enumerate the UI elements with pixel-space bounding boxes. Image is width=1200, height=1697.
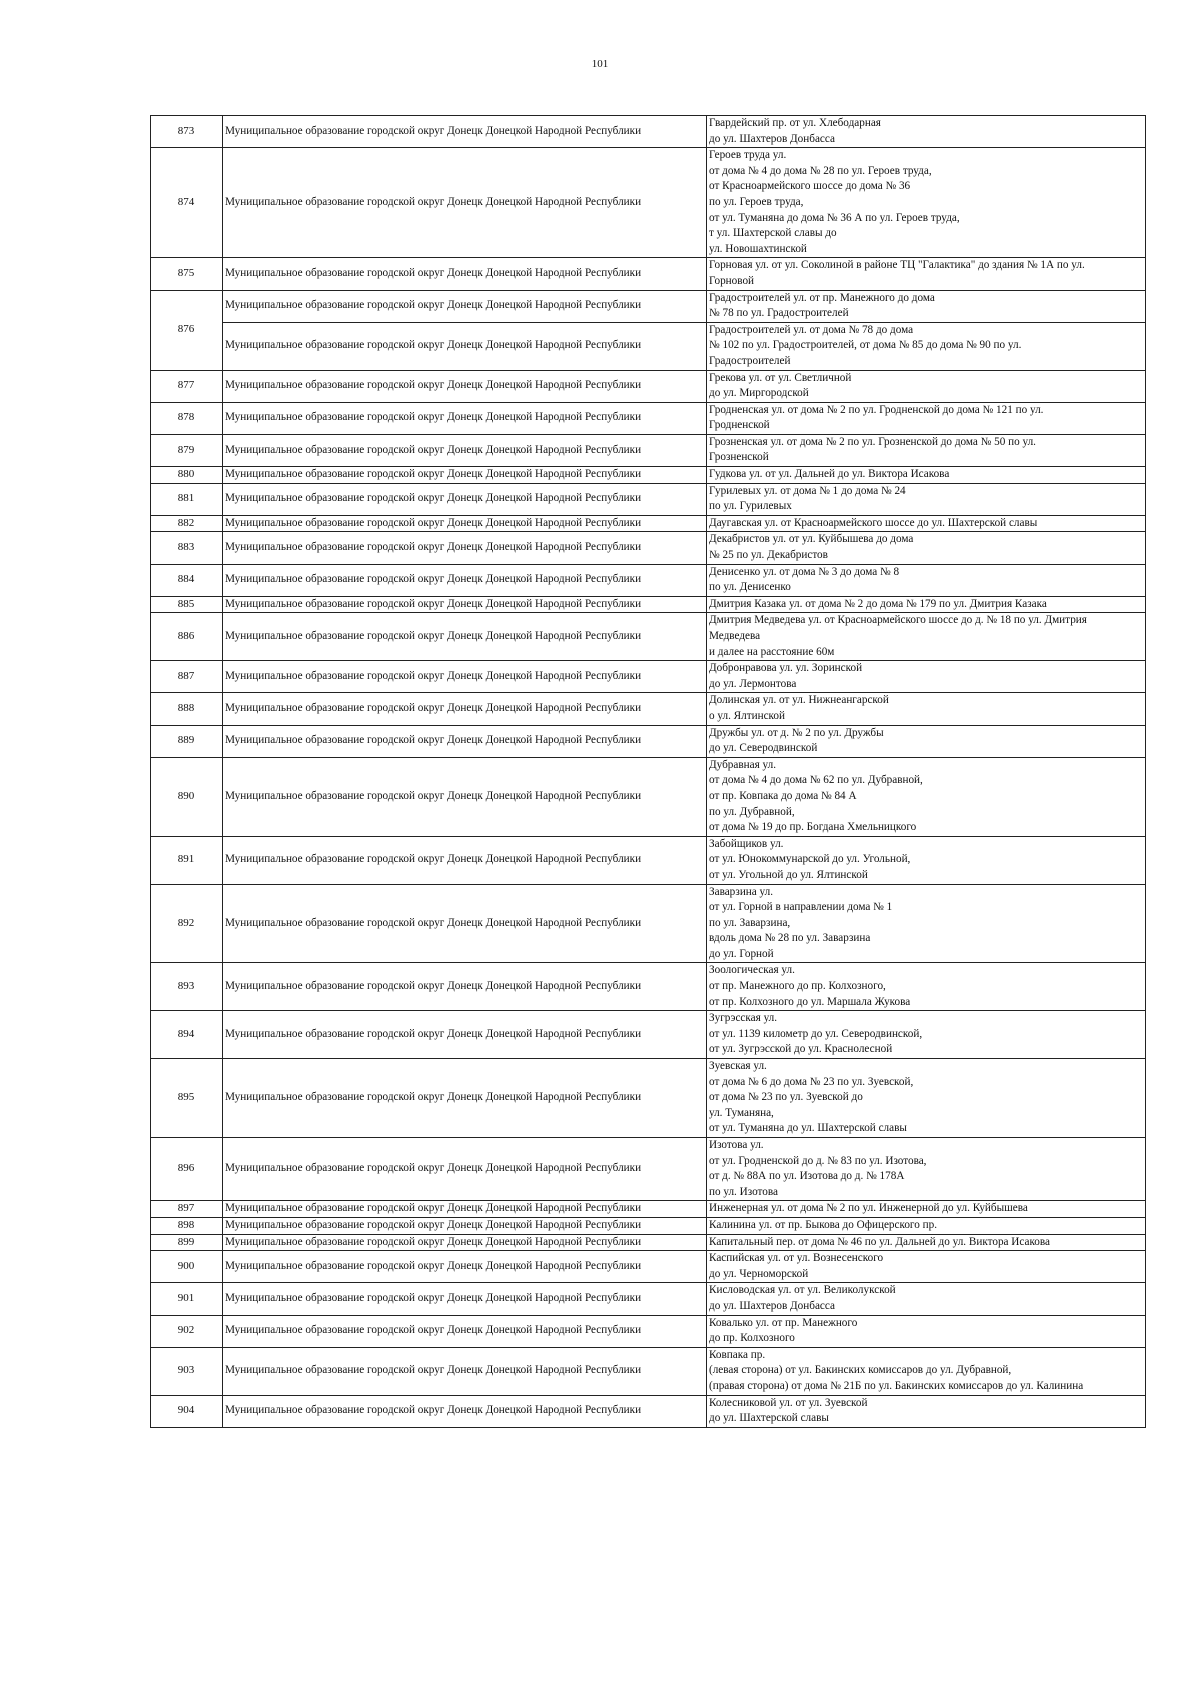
municipality-cell: Муниципальное образование городской округ Донецк Донецкой Народной Республики	[223, 467, 707, 484]
street-line: и далее на расстояние 60м	[709, 645, 835, 658]
street-line: Денисенко ул. от дома № 3 до дома № 8	[709, 565, 900, 578]
street-line: Капитальный пер. от дома № 46 по ул. Дальней до ул. Виктора Исакова	[709, 1235, 1051, 1248]
street-section-cell	[707, 693, 1146, 725]
street-section-cell	[707, 836, 1146, 884]
row-number-cell: 890	[151, 757, 223, 836]
street-line: Даугавская ул. от Красноармейского шоссе до ул. Шахтерской славы	[709, 516, 1038, 529]
street-section-cell	[707, 532, 1146, 564]
table-row	[151, 290, 1146, 322]
table-row	[151, 148, 1146, 258]
row-number-cell: 882	[151, 515, 223, 532]
street-line: Кисловодская ул. от ул. Великолукской	[709, 1284, 896, 1297]
street-section-cell	[707, 725, 1146, 757]
street-line: Горновой	[709, 274, 755, 287]
table-row	[151, 884, 1146, 963]
street-section-cell	[707, 370, 1146, 402]
table-row	[151, 1201, 1146, 1218]
street-section-cell	[707, 1217, 1146, 1234]
street-line: Ковпака пр.	[709, 1348, 766, 1361]
municipality-cell: Муниципальное образование городской округ Донецк Донецкой Народной Республики	[223, 757, 707, 836]
street-section-cell	[707, 661, 1146, 693]
street-section-cell	[707, 467, 1146, 484]
municipality-cell: Муниципальное образование городской округ Донецк Донецкой Народной Республики	[223, 1201, 707, 1218]
street-line: Ковалько ул. от пр. Манежного	[709, 1316, 858, 1329]
street-line: от Красноармейского шоссе до дома № 36	[709, 180, 911, 193]
street-section-cell	[707, 884, 1146, 963]
municipality-cell: Муниципальное образование городской округ Донецк Донецкой Народной Республики	[223, 613, 707, 661]
street-line: от ул. Угольной до ул. Ялтинской	[709, 868, 868, 881]
street-line: до ул. Шахтеров Донбасса	[709, 132, 835, 145]
municipality-cell: Муниципальное образование городской округ Донецк Донецкой Народной Республики	[223, 1251, 707, 1283]
street-line: № 102 по ул. Градостроителей, от дома № 85 до дома № 90 по ул.	[709, 339, 1022, 352]
street-section-cell	[707, 116, 1146, 148]
table-row	[151, 1347, 1146, 1395]
table-row	[151, 836, 1146, 884]
municipality-cell: Муниципальное образование городской округ Донецк Донецкой Народной Республики	[223, 1217, 707, 1234]
street-line: до ул. Шахтеров Донбасса	[709, 1299, 835, 1312]
street-line: от дома № 23 по ул. Зуевской до	[709, 1091, 863, 1104]
street-line: Дмитрия Казака ул. от дома № 2 до дома № 179 по ул. Дмитрия Казака	[709, 597, 1047, 610]
street-section-cell	[707, 258, 1146, 290]
table-row	[151, 322, 1146, 370]
street-line: от пр. Манежного до пр. Колхозного,	[709, 980, 886, 993]
table-row	[151, 1395, 1146, 1427]
street-line: по ул. Изотова	[709, 1185, 778, 1198]
table-row	[151, 515, 1146, 532]
street-line: Грозненской	[709, 451, 769, 464]
table-row	[151, 613, 1146, 661]
table-row	[151, 1234, 1146, 1251]
table-row	[151, 370, 1146, 402]
page-number: 101	[591, 58, 609, 70]
municipality-cell: Муниципальное образование городской округ Донецк Донецкой Народной Республики	[223, 370, 707, 402]
municipality-cell: Муниципальное образование городской округ Донецк Донецкой Народной Республики	[223, 1138, 707, 1201]
street-line: от ул. Горной в направлении дома № 1	[709, 901, 893, 914]
street-line: Горновая ул. от ул. Соколиной в районе ТЦ "Галактика" до здания № 1А по ул.	[709, 259, 1085, 272]
row-number-cell: 897	[151, 1201, 223, 1218]
street-line: до ул. Черноморской	[709, 1267, 809, 1280]
municipality-cell: Муниципальное образование городской округ Донецк Донецкой Народной Республики	[223, 1347, 707, 1395]
street-line: Калинина ул. от пр. Быкова до Офицерского пр.	[709, 1218, 938, 1231]
street-line: Зугрэсская ул.	[709, 1012, 778, 1025]
street-line: Гродненская ул. от дома № 2 по ул. Гродненской до дома № 121 по ул.	[709, 403, 1044, 416]
row-number-cell: 889	[151, 725, 223, 757]
municipality-cell: Муниципальное образование городской округ Донецк Донецкой Народной Республики	[223, 1011, 707, 1059]
row-number-cell: 876	[151, 290, 223, 370]
street-section-cell	[707, 1251, 1146, 1283]
municipality-cell: Муниципальное образование городской округ Донецк Донецкой Народной Республики	[223, 290, 707, 322]
row-number-cell: 888	[151, 693, 223, 725]
municipality-cell: Муниципальное образование городской округ Донецк Донецкой Народной Республики	[223, 483, 707, 515]
table-row	[151, 1315, 1146, 1347]
street-line: от пр. Ковпака до дома № 84 А	[709, 789, 857, 802]
street-line: Каспийская ул. от ул. Вознесенского	[709, 1252, 884, 1265]
municipality-cell: Муниципальное образование городской округ Донецк Донецкой Народной Республики	[223, 322, 707, 370]
street-line: Забойщиков ул.	[709, 837, 784, 850]
street-line: Колесниковой ул. от ул. Зуевской	[709, 1396, 868, 1409]
row-number-cell: 896	[151, 1138, 223, 1201]
municipality-cell: Муниципальное образование городской округ Донецк Донецкой Народной Республики	[223, 564, 707, 596]
street-section-cell	[707, 148, 1146, 258]
row-number-cell: 886	[151, 613, 223, 661]
street-line: от ул. Туманяна до дома № 36 А по ул. Героев труда,	[709, 211, 960, 224]
table-row	[151, 1283, 1146, 1315]
street-section-cell	[707, 1234, 1146, 1251]
street-line: Зуевская ул.	[709, 1060, 767, 1073]
street-line: Дружбы ул. от д. № 2 по ул. Дружбы	[709, 726, 884, 739]
table-row	[151, 1251, 1146, 1283]
street-section-cell	[707, 1283, 1146, 1315]
street-line: (правая сторона) от дома № 21Б по ул. Бакинских комиссаров до ул. Калинина	[709, 1379, 1084, 1392]
street-line: Декабристов ул. от ул. Куйбышева до дома	[709, 533, 914, 546]
street-line: Долинская ул. от ул. Нижнеангарской	[709, 694, 889, 707]
street-line: от дома № 4 до дома № 28 по ул. Героев труда,	[709, 164, 932, 177]
row-number-cell: 902	[151, 1315, 223, 1347]
table-row	[151, 757, 1146, 836]
street-line: от дома № 19 до пр. Богдана Хмельницкого	[709, 821, 917, 834]
street-line: Медведева	[709, 630, 761, 642]
municipality-cell: Муниципальное образование городской округ Донецк Донецкой Народной Республики	[223, 148, 707, 258]
street-line: от пр. Колхозного до ул. Маршала Жукова	[709, 995, 911, 1008]
street-line: вдоль дома № 28 по ул. Заварзина	[709, 932, 871, 945]
row-number-cell: 895	[151, 1059, 223, 1138]
street-line: Гродненской	[709, 419, 770, 432]
street-section-cell	[707, 1201, 1146, 1218]
table-row	[151, 402, 1146, 434]
street-section-cell	[707, 1347, 1146, 1395]
street-line: ул. Новошахтинской	[709, 242, 807, 255]
table-row	[151, 963, 1146, 1011]
street-line: до ул. Северодвинской	[709, 742, 818, 755]
municipality-cell: Муниципальное образование городской округ Донецк Донецкой Народной Республики	[223, 693, 707, 725]
municipality-cell: Муниципальное образование городской округ Донецк Донецкой Народной Республики	[223, 884, 707, 963]
street-section-cell	[707, 515, 1146, 532]
table-row	[151, 661, 1146, 693]
street-line: до пр. Колхозного	[709, 1332, 795, 1345]
municipality-cell: Муниципальное образование городской округ Донецк Донецкой Народной Республики	[223, 515, 707, 532]
street-section-cell	[707, 596, 1146, 613]
municipality-cell: Муниципальное образование городской округ Донецк Донецкой Народной Республики	[223, 532, 707, 564]
street-line: Дмитрия Медведева ул. от Красноармейского шоссе до д. № 18 по ул. Дмитрия	[709, 614, 1087, 627]
street-line: т ул. Шахтерской славы до	[709, 227, 837, 240]
street-line: от дома № 6 до дома № 23 по ул. Зуевской,	[709, 1075, 914, 1088]
row-number-cell: 884	[151, 564, 223, 596]
street-line: Гурилевых ул. от дома № 1 до дома № 24	[709, 484, 906, 497]
municipality-cell: Муниципальное образование городской округ Донецк Донецкой Народной Республики	[223, 1395, 707, 1427]
table-row	[151, 693, 1146, 725]
street-section-cell	[707, 1395, 1146, 1427]
street-line: Градостроителей ул. от дома № 78 до дома	[709, 323, 914, 336]
municipality-cell: Муниципальное образование городской округ Донецк Донецкой Народной Республики	[223, 116, 707, 148]
municipality-cell: Муниципальное образование городской округ Донецк Донецкой Народной Республики	[223, 1283, 707, 1315]
street-line: о ул. Ялтинской	[709, 709, 785, 722]
street-line: от дома № 4 до дома № 62 по ул. Дубравной,	[709, 774, 923, 787]
street-section-cell	[707, 483, 1146, 515]
street-line: Заварзина ул.	[709, 885, 774, 898]
road-registry-table	[150, 115, 1146, 1428]
table-row	[151, 483, 1146, 515]
street-line: Гвардейский пр. от ул. Хлебодарная	[709, 117, 881, 129]
street-line: Градостроителей ул. от пр. Манежного до дома	[709, 291, 935, 304]
row-number-cell: 875	[151, 258, 223, 290]
street-line: до ул. Миргородской	[709, 387, 809, 400]
street-section-cell	[707, 613, 1146, 661]
street-section-cell	[707, 963, 1146, 1011]
street-line: Добронравова ул. ул. Зоринской	[709, 662, 863, 675]
table-row	[151, 258, 1146, 290]
row-number-cell: 883	[151, 532, 223, 564]
street-line: ул. Туманяна,	[709, 1106, 774, 1119]
municipality-cell: Муниципальное образование городской округ Донецк Донецкой Народной Республики	[223, 963, 707, 1011]
row-number-cell: 891	[151, 836, 223, 884]
row-number-cell: 894	[151, 1011, 223, 1059]
row-number-cell: 887	[151, 661, 223, 693]
table-row	[151, 564, 1146, 596]
municipality-cell: Муниципальное образование городской округ Донецк Донецкой Народной Республики	[223, 434, 707, 466]
table-row	[151, 467, 1146, 484]
table-row	[151, 1217, 1146, 1234]
street-line: от ул. Юнокоммунарской до ул. Угольной,	[709, 853, 911, 866]
table-row	[151, 116, 1146, 148]
street-line: (левая сторона) от ул. Бакинских комиссаров до ул. Дубравной,	[709, 1364, 1012, 1377]
street-section-cell	[707, 1059, 1146, 1138]
row-number-cell: 903	[151, 1347, 223, 1395]
table-row	[151, 1138, 1146, 1201]
street-line: Героев труда ул.	[709, 149, 787, 162]
row-number-cell: 901	[151, 1283, 223, 1315]
municipality-cell: Муниципальное образование городской округ Донецк Донецкой Народной Республики	[223, 1315, 707, 1347]
street-line: Зоологическая ул.	[709, 964, 795, 977]
municipality-cell: Муниципальное образование городской округ Донецк Донецкой Народной Республики	[223, 661, 707, 693]
street-line: № 25 по ул. Декабристов	[709, 549, 828, 562]
street-section-cell	[707, 1011, 1146, 1059]
street-line: Гудкова ул. от ул. Дальней до ул. Виктора Исакова	[709, 468, 950, 481]
row-number-cell: 877	[151, 370, 223, 402]
municipality-cell: Муниципальное образование городской округ Донецк Донецкой Народной Республики	[223, 836, 707, 884]
row-number-cell: 893	[151, 963, 223, 1011]
table-row	[151, 1011, 1146, 1059]
street-section-cell	[707, 402, 1146, 434]
street-section-cell	[707, 322, 1146, 370]
street-line: № 78 по ул. Градостроителей	[709, 307, 849, 320]
table-row	[151, 725, 1146, 757]
row-number-cell: 881	[151, 483, 223, 515]
street-line: по ул. Героев труда,	[709, 195, 804, 208]
street-line: от ул. Гродненской до д. № 83 по ул. Изотова,	[709, 1154, 927, 1167]
row-number-cell: 885	[151, 596, 223, 613]
street-line: по ул. Заварзина,	[709, 916, 791, 929]
row-number-cell: 900	[151, 1251, 223, 1283]
row-number-cell: 873	[151, 116, 223, 148]
street-line: по ул. Денисенко	[709, 581, 791, 594]
row-number-cell: 899	[151, 1234, 223, 1251]
row-number-cell: 898	[151, 1217, 223, 1234]
street-line: Дубравная ул.	[709, 758, 776, 771]
street-section-cell	[707, 564, 1146, 596]
municipality-cell: Муниципальное образование городской округ Донецк Донецкой Народной Республики	[223, 402, 707, 434]
table-row	[151, 1059, 1146, 1138]
street-section-cell	[707, 1138, 1146, 1201]
street-line: Градостроителей	[709, 354, 791, 367]
street-line: Грозненская ул. от дома № 2 по ул. Грозненской до дома № 50 по ул.	[709, 435, 1036, 448]
municipality-cell: Муниципальное образование городской округ Донецк Донецкой Народной Республики	[223, 1234, 707, 1251]
street-line: Изотова ул.	[709, 1139, 764, 1151]
street-section-cell	[707, 290, 1146, 322]
street-line: Инженерная ул. от дома № 2 по ул. Инженерной до ул. Куйбышева	[709, 1202, 1028, 1215]
street-line: от ул. 1139 километр до ул. Северодвинской,	[709, 1027, 923, 1040]
street-line: от ул. Туманяна до ул. Шахтерской славы	[709, 1122, 907, 1135]
street-line: по ул. Дубравной,	[709, 805, 795, 818]
street-line: от д. № 88А по ул. Изотова до д. № 178А	[709, 1170, 905, 1183]
table-row	[151, 596, 1146, 613]
row-number-cell: 892	[151, 884, 223, 963]
table-row	[151, 434, 1146, 466]
row-number-cell: 880	[151, 467, 223, 484]
street-line: до ул. Лермонтова	[709, 677, 797, 690]
street-section-cell	[707, 434, 1146, 466]
row-number-cell: 879	[151, 434, 223, 466]
row-number-cell: 878	[151, 402, 223, 434]
street-line: по ул. Гурилевых	[709, 500, 792, 513]
registry-body	[151, 116, 1146, 1428]
street-section-cell	[707, 1315, 1146, 1347]
row-number-cell: 904	[151, 1395, 223, 1427]
municipality-cell: Муниципальное образование городской округ Донецк Донецкой Народной Республики	[223, 1059, 707, 1138]
municipality-cell: Муниципальное образование городской округ Донецк Донецкой Народной Республики	[223, 725, 707, 757]
street-line: Грекова ул. от ул. Светличной	[709, 371, 852, 384]
street-line: до ул. Горной	[709, 947, 774, 960]
row-number-cell: 874	[151, 148, 223, 258]
table-row	[151, 532, 1146, 564]
municipality-cell: Муниципальное образование городской округ Донецк Донецкой Народной Республики	[223, 596, 707, 613]
street-line: от ул. Зугрэсской до ул. Краснолесной	[709, 1043, 893, 1056]
street-line: до ул. Шахтерской славы	[709, 1412, 829, 1425]
municipality-cell: Муниципальное образование городской округ Донецк Донецкой Народной Республики	[223, 258, 707, 290]
street-section-cell	[707, 757, 1146, 836]
